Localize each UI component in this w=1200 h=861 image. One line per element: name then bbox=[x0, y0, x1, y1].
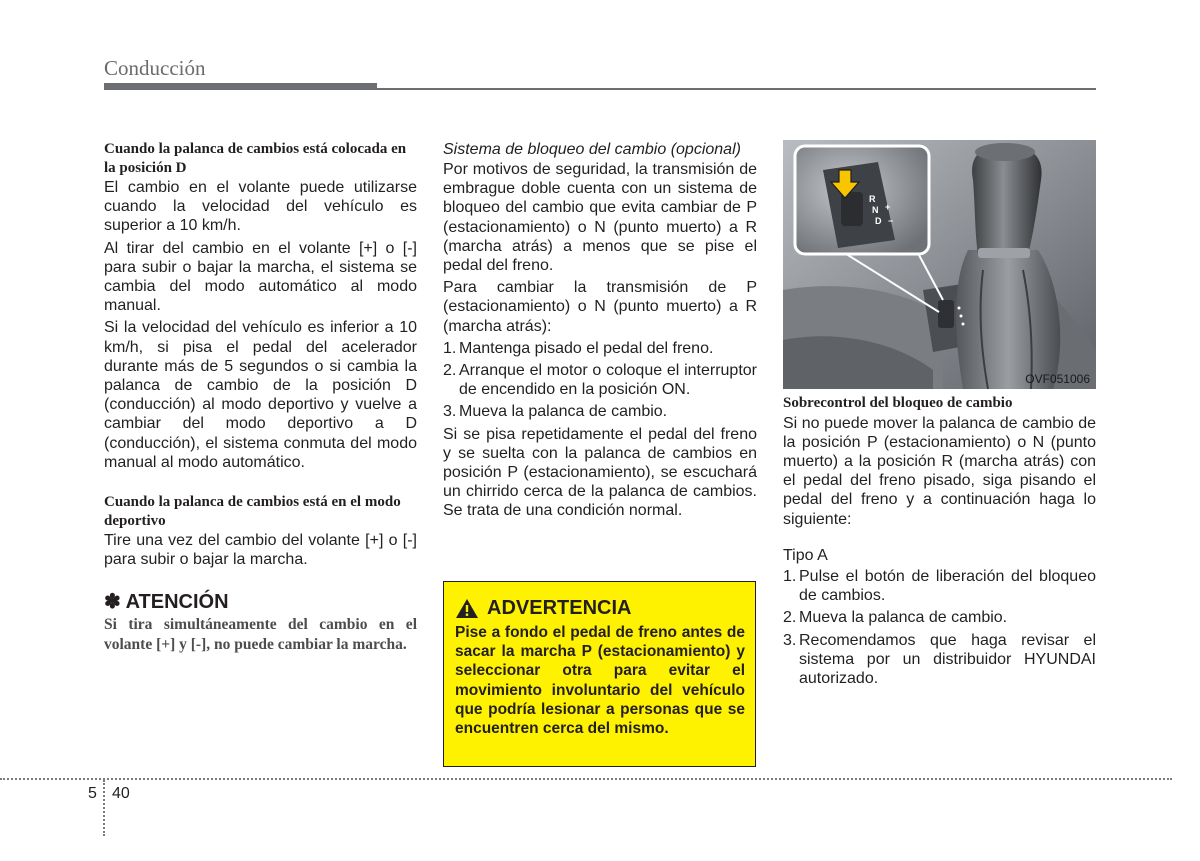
header-rule-thick bbox=[104, 83, 377, 90]
header-rule-thin bbox=[377, 88, 1096, 90]
warning-body: Pise a fondo el pedal de freno antes de sacar la marcha P (estacionamiento) y seleccionar otra para evitar el movimiento involuntario del vehículo que podría lesionar a personas que se encuentren cerca del mismo. bbox=[455, 624, 745, 738]
section-title-shift-lock: Sistema de bloqueo del cambio (opcional) bbox=[443, 141, 741, 158]
gate-label-n: N bbox=[872, 205, 879, 215]
list-text: Arranque el motor o coloque el interruptor de encendido en la posición ON. bbox=[459, 362, 757, 399]
list-number: 2. bbox=[783, 609, 797, 627]
list-text: Mueva la palanca de cambio. bbox=[799, 609, 1008, 627]
paragraph: Si no puede mover la palanca de cambio de la posición P (estacionamiento) o N (punto muerto) a la posición R (marcha atrás) con el pedal del freno pisado, siga pisando el pedal del freno y a continuación haga lo siguiente: bbox=[783, 414, 1096, 528]
paragraph: Al tirar del cambio en el volante [+] o [-] para subir o bajar la marcha, el sistema se cambia del modo automático al modo manual. bbox=[104, 239, 417, 315]
column-left bbox=[104, 140, 417, 654]
attention-heading bbox=[104, 590, 417, 614]
gear-shift-illustration bbox=[783, 140, 1096, 389]
section-heading-sport-mode: Cuando la palanca de cambios está en el modo deportivo bbox=[104, 494, 401, 529]
column-right bbox=[783, 394, 1096, 691]
paragraph: Si la velocidad del vehículo es inferior a 10 km/h, si pisa el pedal del acelerador durante más de 5 segundos o si cambia la palanca de cambio de la posición D (conducción) al modo deportivo y vuelve a cambiar del modo deportivo a D (conducción), el sistema conmuta del modo manual al modo automático. bbox=[104, 319, 417, 471]
list-text: Recomendamos que haga revisar el sistema por un distribuidor HYUNDAI autorizado. bbox=[799, 631, 1096, 687]
page-number: 40 bbox=[112, 785, 130, 802]
shift-lever-figure bbox=[783, 140, 1096, 389]
list-number: 1. bbox=[443, 339, 457, 357]
column-middle bbox=[443, 140, 757, 524]
paragraph: Por motivos de seguridad, la transmisión de embrague doble cuenta con un sistema de bloqueo del cambio que evita cambiar de P (estacionamiento) o N (punto muerto) a R (marcha atrás) a menos que se pise el pedal del freno. bbox=[443, 161, 757, 275]
attention-body: Si tira simultáneamente del cambio en el volante [+] y [-], no puede cambiar la marcha. bbox=[104, 616, 417, 653]
list-number: 3. bbox=[783, 631, 797, 649]
page-header-title: Conducción bbox=[104, 56, 206, 80]
warning-box bbox=[443, 581, 756, 767]
list-number: 1. bbox=[783, 567, 797, 585]
footer-dotted-divider bbox=[103, 780, 105, 836]
list-item bbox=[783, 631, 1096, 689]
paragraph: El cambio en el volante puede utilizarse cuando la velocidad del vehículo es superior a 10 km/h. bbox=[104, 179, 417, 235]
paragraph: Si se pisa repetidamente el pedal del freno y se suelta con la palanca de cambios en posición P (estacionamiento), se escuchará un chirrido cerca de la palanca de cambios. Se trata de una condición normal. bbox=[443, 425, 757, 520]
list-item bbox=[443, 361, 757, 399]
gate-label-plus: + bbox=[885, 202, 891, 212]
list-text: Mueva la palanca de cambio. bbox=[459, 403, 668, 421]
paragraph: Tire una vez del cambio del volante [+] o [-] para subir o bajar la marcha. bbox=[104, 532, 417, 569]
list-item bbox=[443, 339, 757, 358]
gate-label-r: R bbox=[869, 194, 876, 204]
warning-label: ADVERTENCIA bbox=[487, 597, 632, 619]
paragraph: Para cambiar la transmisión de P (estacionamiento) o N (punto muerto) a R (marcha atrás): bbox=[443, 279, 757, 335]
type-label: Tipo A bbox=[783, 546, 828, 564]
list-item bbox=[443, 402, 757, 421]
gate-label-minus: − bbox=[888, 216, 894, 226]
warning-heading bbox=[455, 596, 745, 620]
warning-triangle-icon bbox=[455, 598, 479, 619]
steps-list bbox=[443, 339, 757, 422]
section-heading-d-position: Cuando la palanca de cambios está colocada en la posición D bbox=[104, 141, 407, 176]
list-item bbox=[783, 567, 1096, 605]
attention-asterisk-icon: ✽ bbox=[104, 591, 121, 614]
section-heading-override: Sobrecontrol del bloqueo de cambio bbox=[783, 395, 1013, 411]
list-text: Pulse el botón de liberación del bloqueo de cambios. bbox=[799, 567, 1096, 605]
chapter-number: 5 bbox=[88, 785, 97, 802]
attention-label: ATENCIÓN bbox=[125, 591, 229, 614]
gate-label-d: D bbox=[875, 216, 882, 226]
list-item bbox=[783, 608, 1096, 627]
figure-code: OVF051006 bbox=[1025, 372, 1090, 386]
list-number: 2. bbox=[443, 362, 457, 380]
override-steps-list bbox=[783, 567, 1096, 688]
list-number: 3. bbox=[443, 403, 457, 421]
footer-dotted-rule bbox=[0, 778, 1172, 780]
list-text: Mantenga pisado el pedal del freno. bbox=[459, 339, 714, 357]
